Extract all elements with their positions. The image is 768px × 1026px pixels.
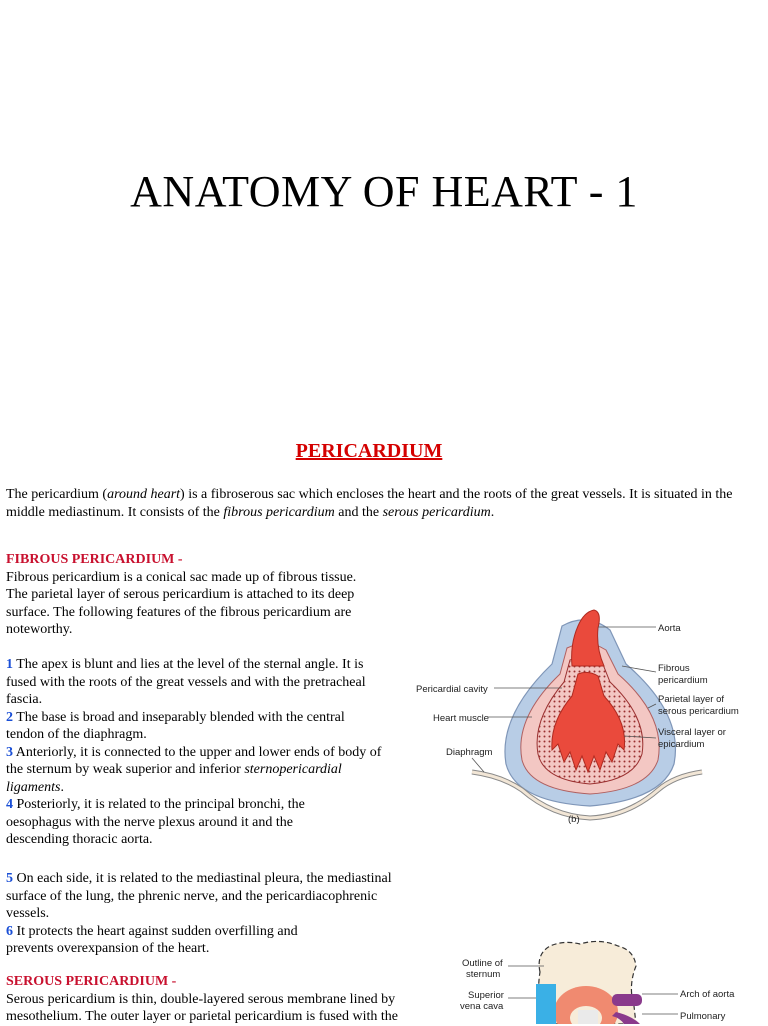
figure-caption: (b): [568, 814, 580, 825]
label-visceral-2: epicardium: [658, 739, 705, 750]
label-pericardial-cavity: Pericardial cavity: [416, 684, 488, 695]
label-fibrous-1: Fibrous: [658, 663, 690, 674]
label-outline-2: sternum: [466, 969, 501, 980]
intro-paragraph: The pericardium (around heart) is a fibroserous sac which encloses the heart and the roots of the great vessels. It is situated in the middle mediastinum. It consists of the fibrous pericardium and the serous pericardium.: [6, 487, 733, 520]
pericardium-diagram: [412, 604, 768, 830]
serous-heading: SEROUS PERICARDIUM -: [6, 974, 177, 989]
label-parietal-1: Parietal layer of: [658, 694, 725, 705]
list-item: 1 The apex is blunt and lies at the level of the sternal angle. It is fused with the roots of the great vessels and with the pretracheal fascia.: [6, 657, 366, 707]
fibrous-heading: FIBROUS PERICARDIUM -: [6, 552, 183, 567]
list-item: 2 The base is broad and inseparably blended with the central tendon of the diaphragm.: [6, 709, 345, 742]
section-heading: PERICARDIUM: [295, 440, 443, 462]
label-aorta: Aorta: [658, 623, 681, 634]
label-arch-of-aorta: Arch of aorta: [680, 989, 735, 1000]
fibrous-description: Fibrous pericardium is a conical sac made up of fibrous tissue. The parietal layer of serous pericardium is attached to its deep surface. The following features of the fibrous pericardium are noteworthy.: [6, 569, 357, 637]
label-outline-1: Outline of: [462, 958, 503, 969]
label-diaphragm: Diaphragm: [446, 747, 493, 758]
label-fibrous-2: pericardium: [658, 675, 708, 686]
fibrous-pericardium-block: [6, 551, 410, 639]
label-heart-muscle: Heart muscle: [433, 713, 489, 724]
list-item: 3 Anteriorly, it is connected to the upper and lower ends of body of the sternum by weak superior and inferior sternopericardial ligaments.: [6, 744, 382, 795]
superior-vena-cava-shape: [536, 984, 556, 1024]
fibrous-features-list-cont: [6, 870, 410, 958]
label-pulmonary: Pulmonary: [680, 1011, 726, 1022]
pulmonary-vessel-shape: [612, 994, 642, 1006]
label-parietal-2: serous pericardium: [658, 706, 739, 717]
label-svc-2: vena cava: [460, 1001, 504, 1012]
label-svc-1: Superior: [468, 990, 504, 1001]
list-item: 6 It protects the heart against sudden overfilling and prevents overexpansion of the heart.: [6, 923, 298, 956]
serous-description: Serous pericardium is thin, double-layered serous membrane lined by mesothelium. The outer layer or parietal pericardium is fused with the: [6, 991, 399, 1024]
fibrous-features-list: [6, 656, 382, 849]
label-visceral-1: Visceral layer or: [658, 727, 726, 738]
page-title: ANATOMY OF HEART - 1: [130, 167, 638, 216]
list-item: 4 Posteriorly, it is related to the principal bronchi, the oesophagus with the nerve plexus around it and the descending thoracic aorta.: [6, 797, 305, 847]
list-item: 5 On each side, it is related to the mediastinal pleura, the mediastinal surface of the lung, the phrenic nerve, and the pericardiacophrenic vessels.: [6, 871, 392, 921]
serous-pericardium-block: [6, 973, 416, 1026]
heart-sternum-diagram: [440, 936, 768, 1024]
